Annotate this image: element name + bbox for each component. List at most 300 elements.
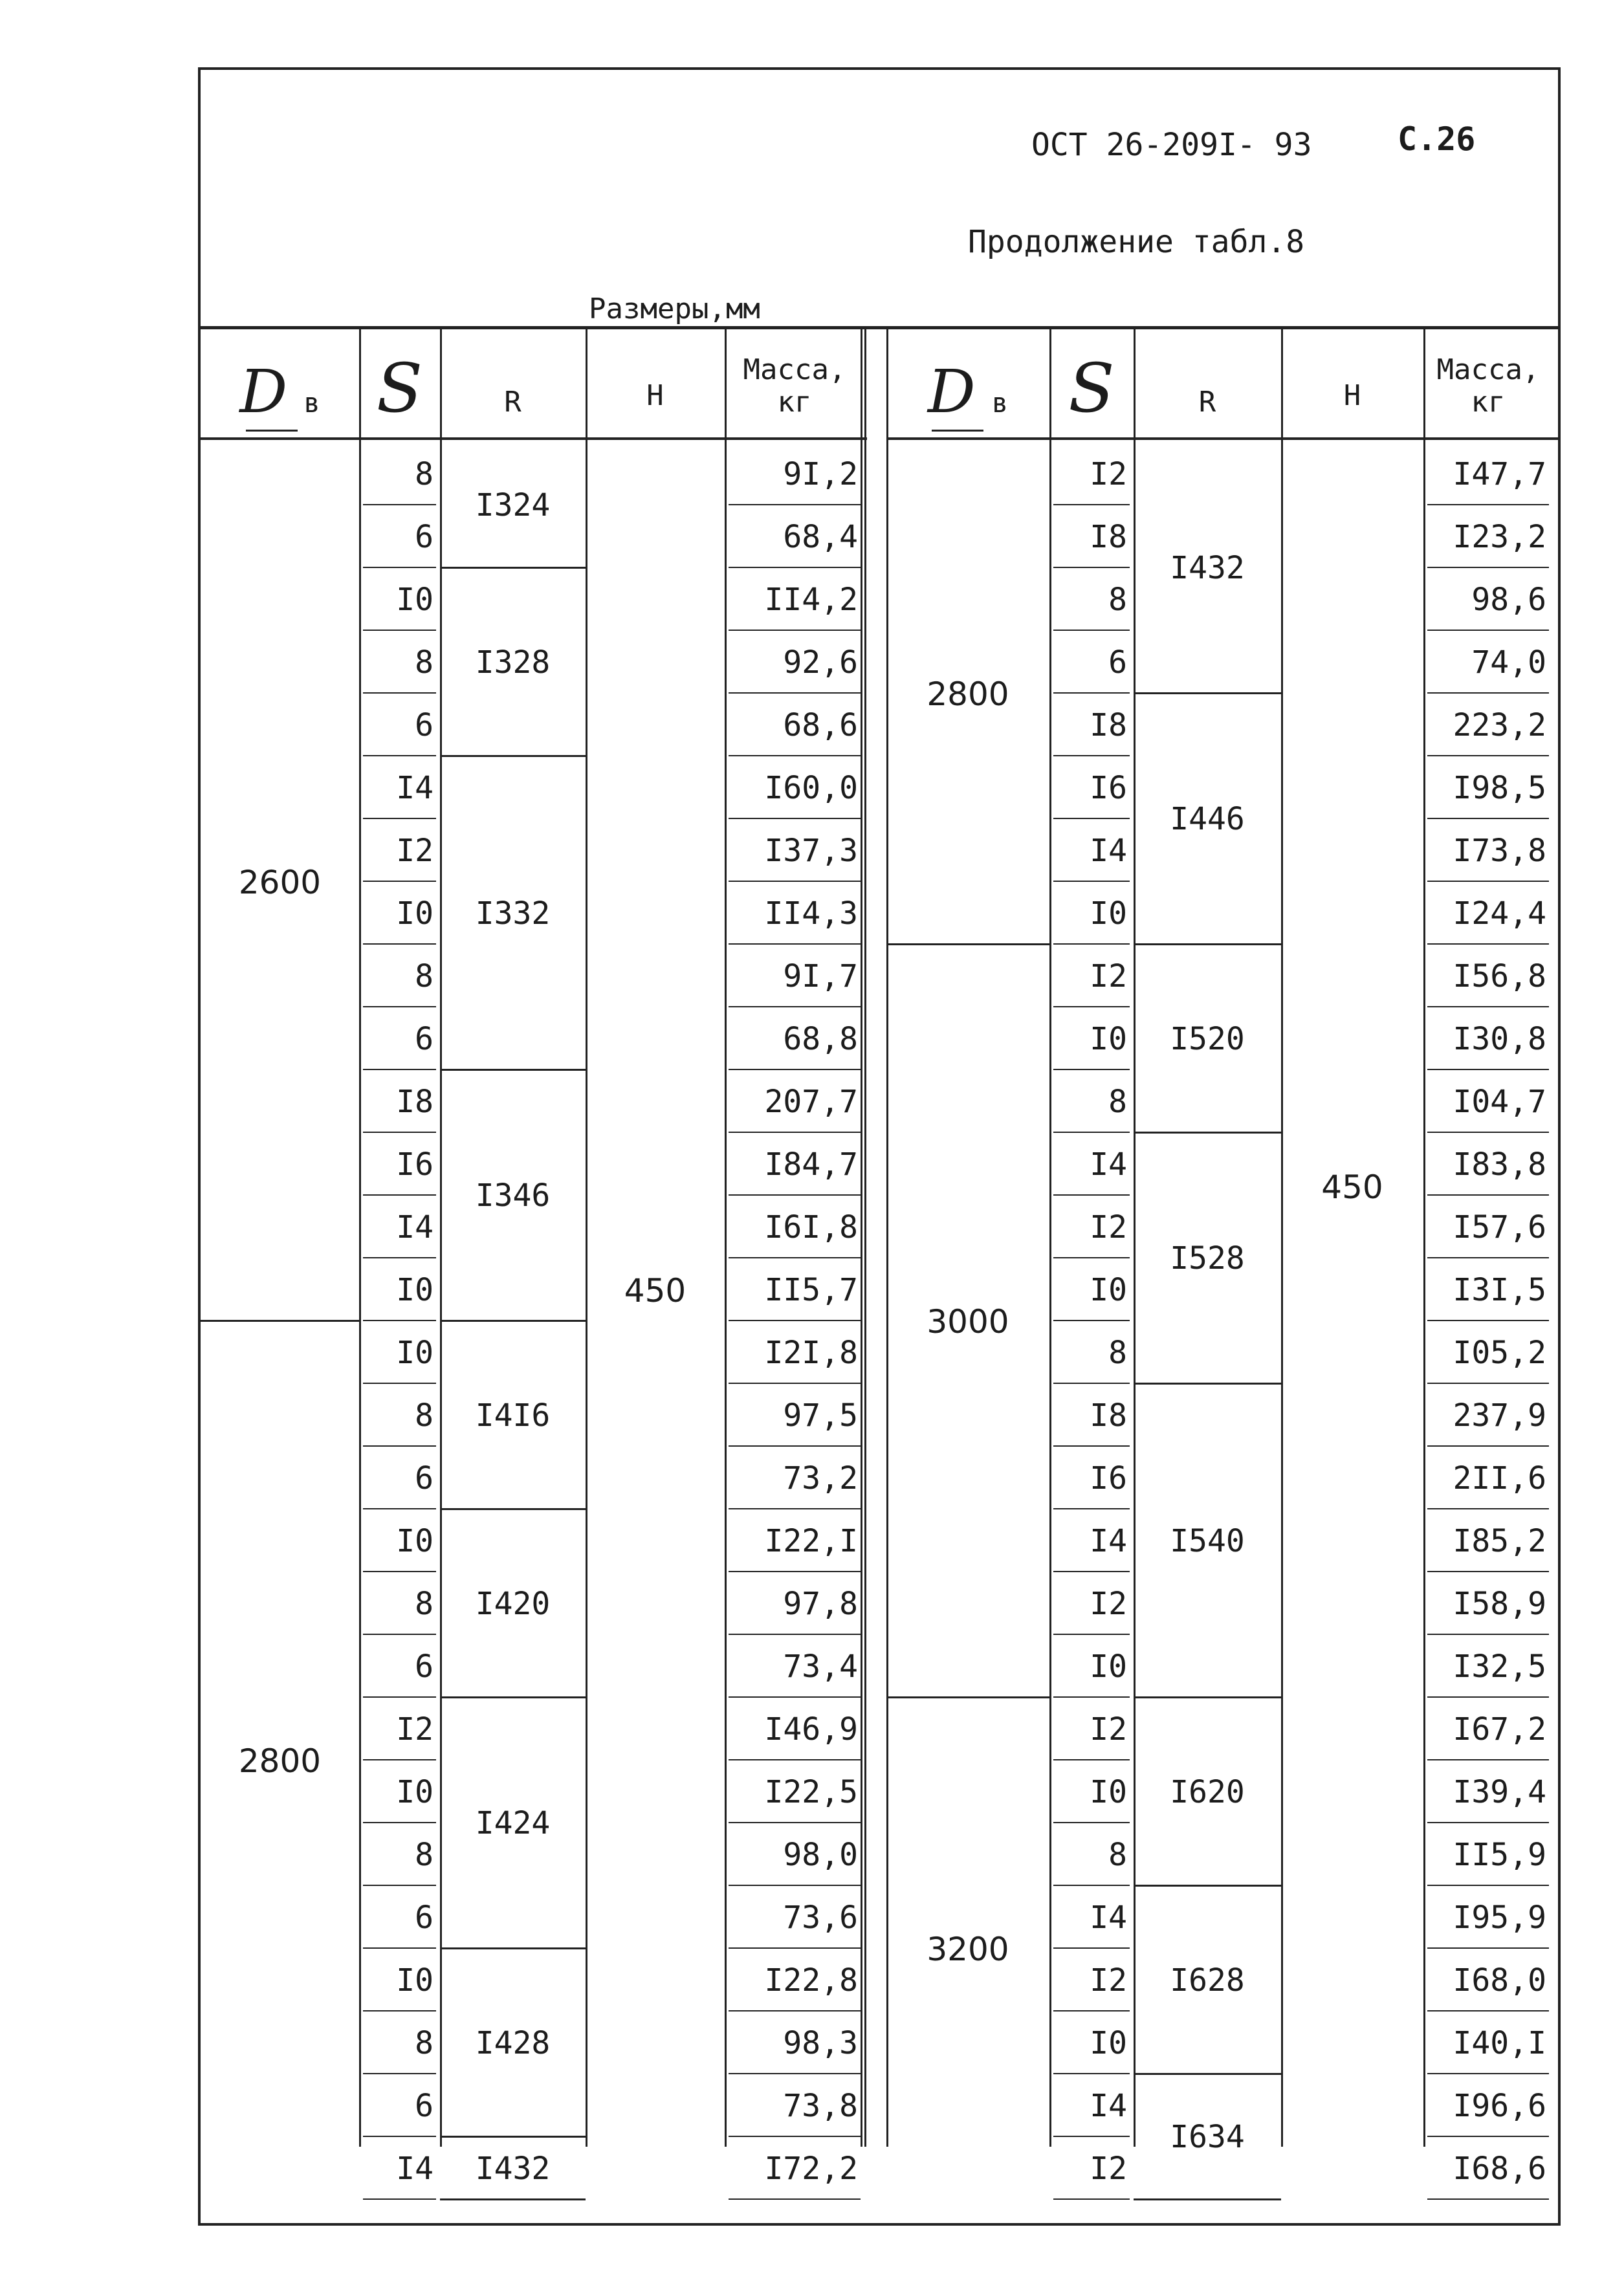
left-s-cell: I0 (396, 581, 433, 618)
right-r-group-line (1134, 692, 1281, 694)
right-mass-cell: I83,8 (1453, 1146, 1546, 1183)
left-mass-cell: 9I,7 (783, 958, 858, 994)
right-mass-cell: 2II,6 (1453, 1460, 1546, 1496)
right-mass-row-line (1427, 1383, 1549, 1384)
left-r-group-line (440, 1320, 586, 1322)
left-s-cell: 8 (415, 644, 433, 681)
left-r-cell: I432 (475, 2150, 551, 2187)
right-s-cell: I4 (1090, 1522, 1127, 1559)
right-mass-row-line (1427, 1132, 1549, 1133)
left-r-cell: I332 (475, 895, 551, 932)
units-caption: Размеры,мм (589, 292, 760, 325)
left-r-group-line (440, 1069, 586, 1071)
right-s-row-line (1053, 1320, 1130, 1321)
right-mass-cell: I68,6 (1453, 2150, 1546, 2187)
table-continuation-caption: Продолжение табл.8 (968, 224, 1305, 260)
left-r-cell: I328 (475, 644, 551, 681)
right-r-cell: I628 (1170, 1962, 1245, 1999)
right-r-group-line (1134, 943, 1281, 945)
right-s-cell: 8 (1108, 581, 1127, 618)
left-mass-cell: 73,8 (783, 2087, 858, 2124)
header-bottom-rule-left (198, 437, 867, 440)
right-s-row-line (1053, 1257, 1130, 1258)
page-number: С.26 (1398, 120, 1476, 158)
left-r-group-line (440, 2136, 586, 2138)
right-r-group-line (1134, 1383, 1281, 1385)
right-mass-cell: I96,6 (1453, 2087, 1546, 2124)
right-s-cell: I8 (1090, 707, 1127, 743)
left-s-row-line (363, 567, 436, 568)
left-mass-row-line (729, 1257, 861, 1258)
left-s-cell: I0 (396, 1271, 433, 1308)
left-s-row-line (363, 630, 436, 631)
left-mass-row-line (729, 1132, 861, 1133)
left-s-row-line (363, 1634, 436, 1635)
right-header-dv-underline (932, 430, 983, 432)
left-s-cell: I4 (396, 2150, 433, 2187)
left-mass-row-line (729, 1194, 861, 1196)
right-s-row-line (1053, 1508, 1130, 1509)
left-s-row-line (363, 2073, 436, 2074)
right-s-cell: I2 (1090, 1711, 1127, 1748)
right-mass-row-line (1427, 1822, 1549, 1823)
right-s-row-line (1053, 1822, 1130, 1823)
right-s-cell: I8 (1090, 518, 1127, 555)
right-mass-row-line (1427, 2010, 1549, 2011)
right-s-row-line (1053, 1634, 1130, 1635)
left-mass-row-line (729, 2136, 861, 2137)
left-s-cell: I0 (396, 1773, 433, 1810)
right-s-row-line (1053, 1759, 1130, 1760)
left-mass-row-line (729, 567, 861, 568)
left-mass-cell: 97,8 (783, 1585, 858, 1622)
right-s-cell: I6 (1090, 769, 1127, 806)
right-mass-cell: I56,8 (1453, 958, 1546, 994)
left-mass-row-line (729, 504, 861, 505)
right-col-divider-4 (1423, 329, 1425, 2147)
left-s-row-line (363, 943, 436, 945)
right-s-row-line (1053, 1696, 1130, 1698)
left-s-row-line (363, 1822, 436, 1823)
left-s-cell: I4 (396, 1209, 433, 1245)
right-mass-row-line (1427, 567, 1549, 568)
left-r-group-line (440, 2198, 586, 2200)
left-r-cell: I420 (475, 1585, 551, 1622)
right-mass-row-line (1427, 1759, 1549, 1760)
left-s-row-line (363, 504, 436, 505)
left-mass-row-line (729, 2073, 861, 2074)
right-mass-row-line (1427, 1320, 1549, 1321)
right-mass-row-line (1427, 504, 1549, 505)
left-mass-row-line (729, 1069, 861, 1070)
left-header-dv-symbol: D (239, 357, 288, 426)
left-s-row-line (363, 2198, 436, 2200)
left-mass-row-line (729, 1383, 861, 1384)
right-mass-cell: I47,7 (1453, 455, 1546, 492)
left-col-divider-0 (359, 329, 361, 2147)
right-s-cell: 8 (1108, 1334, 1127, 1371)
left-mass-cell: 207,7 (764, 1083, 858, 1120)
right-col-divider-1 (1049, 329, 1051, 2147)
right-s-cell: I0 (1090, 1648, 1127, 1685)
right-header-dv-subscript: в (975, 387, 1009, 419)
left-mass-cell: 98,0 (783, 1836, 858, 1873)
right-mass-row-line (1427, 1006, 1549, 1007)
right-r-cell: I634 (1170, 2119, 1245, 2155)
left-s-cell: 8 (415, 1397, 433, 1434)
right-dv-group-line (886, 1696, 1049, 1698)
right-mass-row-line (1427, 1571, 1549, 1572)
left-mass-row-line (729, 818, 861, 819)
right-s-cell: I2 (1090, 1962, 1127, 1999)
right-mass-row-line (1427, 1194, 1549, 1196)
left-s-cell: 6 (415, 518, 433, 555)
left-mass-cell: I60,0 (764, 769, 858, 806)
left-mass-row-line (729, 1006, 861, 1007)
left-s-cell: 8 (415, 1836, 433, 1873)
left-s-row-line (363, 1069, 436, 1070)
left-mass-cell: 73,2 (783, 1460, 858, 1496)
left-mass-row-line (729, 1445, 861, 1447)
left-mass-cell: II4,2 (764, 581, 858, 618)
left-s-row-line (363, 881, 436, 882)
left-s-cell: I0 (396, 895, 433, 932)
left-double-rule (861, 329, 862, 2147)
left-mass-cell: 98,3 (783, 2024, 858, 2061)
left-mass-cell: I72,2 (764, 2150, 858, 2187)
right-dv-cell: 2800 (927, 675, 1009, 713)
right-mass-row-line (1427, 630, 1549, 631)
right-col-divider-0 (886, 329, 888, 2147)
right-s-row-line (1053, 1885, 1130, 1886)
left-h-cell: 450 (624, 1271, 686, 1310)
right-mass-row-line (1427, 1069, 1549, 1070)
left-s-cell: I0 (396, 1334, 433, 1371)
right-s-cell: I8 (1090, 1397, 1127, 1434)
right-s-cell: I0 (1090, 1773, 1127, 1810)
right-mass-row-line (1427, 1696, 1549, 1698)
right-mass-cell: 74,0 (1471, 644, 1546, 681)
right-s-cell: 6 (1108, 644, 1127, 681)
left-s-cell: 6 (415, 1460, 433, 1496)
right-mass-cell: I40,I (1453, 2024, 1546, 2061)
left-mass-cell: 97,5 (783, 1397, 858, 1434)
left-mass-cell: 68,8 (783, 1020, 858, 1057)
left-dv-cell: 2800 (238, 1742, 322, 1780)
left-s-row-line (363, 1194, 436, 1196)
left-r-group-line (440, 1696, 586, 1698)
left-s-row-line (363, 1759, 436, 1760)
left-s-row-line (363, 1132, 436, 1133)
left-s-cell: 6 (415, 2087, 433, 2124)
table-top-rule (198, 326, 1559, 329)
right-s-row-line (1053, 1132, 1130, 1133)
left-mass-cell: I6I,8 (764, 1209, 858, 1245)
left-mass-cell: I22,I (764, 1522, 858, 1559)
left-r-cell: I346 (475, 1178, 551, 1214)
right-s-cell: 8 (1108, 1083, 1127, 1120)
right-s-row-line (1053, 504, 1130, 505)
left-s-cell: I2 (396, 832, 433, 869)
right-mass-cell: I39,4 (1453, 1773, 1546, 1810)
right-mass-row-line (1427, 2198, 1549, 2200)
left-mass-row-line (729, 943, 861, 945)
right-s-cell: I6 (1090, 1460, 1127, 1496)
right-r-group-line (1134, 2198, 1281, 2200)
right-header-r: R (1198, 386, 1216, 419)
left-header-mass-line1: Масса, (743, 353, 846, 386)
right-mass-cell: I98,5 (1453, 769, 1546, 806)
right-s-cell: I4 (1090, 2087, 1127, 2124)
left-mass-cell: I37,3 (764, 832, 858, 869)
right-mass-row-line (1427, 943, 1549, 945)
right-mass-cell: I3I,5 (1453, 1271, 1546, 1308)
left-s-cell: 6 (415, 1648, 433, 1685)
left-mass-cell: 92,6 (783, 644, 858, 681)
right-mass-row-line (1427, 1634, 1549, 1635)
right-r-cell: I540 (1170, 1522, 1245, 1559)
left-r-cell: I428 (475, 2024, 551, 2061)
right-s-cell: I4 (1090, 832, 1127, 869)
right-header-dv-symbol: D (927, 357, 976, 426)
right-mass-cell: I57,6 (1453, 1209, 1546, 1245)
right-mass-row-line (1427, 1947, 1549, 1949)
header-bottom-rule-right (886, 437, 1559, 440)
left-header-h: H (646, 379, 664, 412)
right-s-row-line (1053, 1383, 1130, 1384)
left-s-cell: 6 (415, 1020, 433, 1057)
right-header-dv (886, 357, 1049, 426)
left-header-r: R (504, 386, 521, 419)
left-s-cell: 6 (415, 1899, 433, 1936)
right-mass-row-line (1427, 692, 1549, 694)
right-mass-row-line (1427, 755, 1549, 756)
left-mass-row-line (729, 1571, 861, 1572)
left-mass-row-line (729, 1696, 861, 1698)
right-s-row-line (1053, 1006, 1130, 1007)
left-s-row-line (363, 2136, 436, 2137)
left-mass-row-line (729, 755, 861, 756)
right-col-divider-3 (1281, 329, 1283, 2147)
left-r-cell: I4I6 (475, 1397, 551, 1434)
right-mass-row-line (1427, 818, 1549, 819)
right-mass-row-line (1427, 1445, 1549, 1447)
right-mass-row-line (1427, 1885, 1549, 1886)
left-mass-row-line (729, 2198, 861, 2200)
left-mass-row-line (729, 1634, 861, 1635)
left-mass-cell: 68,6 (783, 707, 858, 743)
right-s-row-line (1053, 818, 1130, 819)
left-r-group-line (440, 567, 586, 569)
left-mass-row-line (729, 1759, 861, 1760)
right-mass-cell: I30,8 (1453, 1020, 1546, 1057)
right-s-row-line (1053, 881, 1130, 882)
right-s-row-line (1053, 2010, 1130, 2011)
left-s-cell: I0 (396, 1962, 433, 1999)
left-header-s: S (376, 349, 423, 428)
left-r-group-line (440, 755, 586, 757)
right-mass-cell: I73,8 (1453, 832, 1546, 869)
right-r-cell: I620 (1170, 1773, 1245, 1810)
right-dv-cell: 3000 (927, 1303, 1009, 1341)
right-header-s: S (1068, 349, 1115, 428)
left-dv-group-line (201, 1320, 359, 1322)
right-s-cell: I0 (1090, 2024, 1127, 2061)
right-mass-cell: I67,2 (1453, 1711, 1546, 1748)
right-col-divider-2 (1134, 329, 1136, 2147)
left-s-row-line (363, 1006, 436, 1007)
left-s-row-line (363, 1571, 436, 1572)
right-s-cell: I4 (1090, 1899, 1127, 1936)
left-header-dv (201, 357, 359, 426)
right-s-row-line (1053, 943, 1130, 945)
right-dv-group-line (886, 943, 1049, 945)
left-mass-row-line (729, 881, 861, 882)
right-s-row-line (1053, 567, 1130, 568)
right-mass-cell: I24,4 (1453, 895, 1546, 932)
left-header-dv-underline (246, 430, 298, 432)
left-s-row-line (363, 1320, 436, 1321)
right-s-cell: I2 (1090, 455, 1127, 492)
left-col-divider-3 (725, 329, 727, 2147)
left-mass-row-line (729, 630, 861, 631)
left-s-row-line (363, 2010, 436, 2011)
left-s-row-line (363, 692, 436, 694)
left-mass-cell: II5,7 (764, 1271, 858, 1308)
right-s-row-line (1053, 2073, 1130, 2074)
left-s-row-line (363, 1947, 436, 1949)
left-s-row-line (363, 818, 436, 819)
left-s-row-line (363, 1383, 436, 1384)
right-s-row-line (1053, 1947, 1130, 1949)
right-r-cell: I432 (1170, 550, 1245, 586)
left-mass-row-line (729, 1320, 861, 1321)
left-s-row-line (363, 755, 436, 756)
right-mass-row-line (1427, 2136, 1549, 2137)
right-s-cell: 8 (1108, 1836, 1127, 1873)
left-col-divider-1 (440, 329, 442, 2147)
right-r-group-line (1134, 1885, 1281, 1887)
right-r-cell: I446 (1170, 801, 1245, 837)
right-h-cell: 450 (1321, 1168, 1383, 1206)
right-mass-row-line (1427, 1257, 1549, 1258)
left-s-cell: I8 (396, 1083, 433, 1120)
right-mass-cell: I32,5 (1453, 1648, 1546, 1685)
document-code: ОСТ 26-209I- 93 (1031, 127, 1312, 163)
right-s-row-line (1053, 2136, 1130, 2137)
right-mass-cell: I05,2 (1453, 1334, 1546, 1371)
left-s-cell: I0 (396, 1522, 433, 1559)
right-header-mass-line1: Масса, (1436, 353, 1540, 386)
right-s-row-line (1053, 1194, 1130, 1196)
left-s-row-line (363, 1696, 436, 1698)
left-s-cell: I2 (396, 1711, 433, 1748)
left-s-cell: I4 (396, 769, 433, 806)
right-mass-cell: 98,6 (1471, 581, 1546, 618)
left-mass-cell: I22,5 (764, 1773, 858, 1810)
left-s-cell: 8 (415, 1585, 433, 1622)
left-mass-cell: 73,4 (783, 1648, 858, 1685)
right-s-cell: I2 (1090, 2150, 1127, 2187)
left-col-divider-2 (586, 329, 587, 2147)
right-mass-cell: I58,9 (1453, 1585, 1546, 1622)
right-mass-cell: I68,0 (1453, 1962, 1546, 1999)
left-mass-row-line (729, 1947, 861, 1949)
left-s-cell: 8 (415, 455, 433, 492)
right-s-cell: I0 (1090, 1271, 1127, 1308)
right-r-group-line (1134, 1696, 1281, 1698)
right-s-cell: I2 (1090, 1209, 1127, 1245)
left-r-group-line (440, 1508, 586, 1510)
right-mass-row-line (1427, 1508, 1549, 1509)
left-r-cell: I324 (475, 487, 551, 523)
left-r-group-line (440, 1947, 586, 1949)
right-s-cell: I0 (1090, 895, 1127, 932)
right-s-cell: I0 (1090, 1020, 1127, 1057)
right-mass-cell: II5,9 (1453, 1836, 1546, 1873)
right-mass-cell: 237,9 (1453, 1397, 1546, 1434)
right-s-row-line (1053, 2198, 1130, 2200)
right-header-h: H (1343, 379, 1361, 412)
left-mass-row-line (729, 1508, 861, 1509)
left-col-divider-4 (864, 329, 866, 2147)
right-mass-cell: I04,7 (1453, 1083, 1546, 1120)
left-mass-cell: 73,6 (783, 1899, 858, 1936)
left-s-cell: 8 (415, 2024, 433, 2061)
right-mass-cell: I95,9 (1453, 1899, 1546, 1936)
left-mass-cell: I46,9 (764, 1711, 858, 1748)
right-mass-cell: 223,2 (1453, 707, 1546, 743)
right-r-group-line (1134, 2073, 1281, 2075)
right-s-row-line (1053, 630, 1130, 631)
right-r-group-line (1134, 1132, 1281, 1134)
left-s-row-line (363, 1508, 436, 1509)
left-r-cell: I424 (475, 1805, 551, 1841)
right-r-cell: I520 (1170, 1020, 1245, 1057)
right-s-row-line (1053, 692, 1130, 694)
left-mass-row-line (729, 692, 861, 694)
right-s-row-line (1053, 1069, 1130, 1070)
left-mass-row-line (729, 1885, 861, 1886)
left-mass-cell: I22,8 (764, 1962, 858, 1999)
left-s-cell: 8 (415, 958, 433, 994)
right-s-row-line (1053, 755, 1130, 756)
right-dv-cell: 3200 (927, 1931, 1009, 1968)
left-header-dv-subscript: в (287, 387, 320, 419)
right-s-cell: I2 (1090, 958, 1127, 994)
left-mass-cell: 9I,2 (783, 455, 858, 492)
right-header-mass-line2: кг (1471, 386, 1506, 419)
left-s-cell: 6 (415, 707, 433, 743)
left-s-row-line (363, 1257, 436, 1258)
left-mass-cell: I84,7 (764, 1146, 858, 1183)
right-mass-cell: I85,2 (1453, 1522, 1546, 1559)
right-r-cell: I528 (1170, 1240, 1245, 1277)
right-s-row-line (1053, 1445, 1130, 1447)
left-header-mass-line2: кг (777, 386, 812, 419)
left-s-row-line (363, 1885, 436, 1886)
left-mass-row-line (729, 1822, 861, 1823)
right-s-cell: I4 (1090, 1146, 1127, 1183)
right-s-row-line (1053, 1571, 1130, 1572)
right-mass-row-line (1427, 2073, 1549, 2074)
right-s-cell: I2 (1090, 1585, 1127, 1622)
left-mass-row-line (729, 2010, 861, 2011)
right-mass-cell: I23,2 (1453, 518, 1546, 555)
left-mass-cell: 68,4 (783, 518, 858, 555)
left-s-row-line (363, 1445, 436, 1447)
left-s-cell: I6 (396, 1146, 433, 1183)
